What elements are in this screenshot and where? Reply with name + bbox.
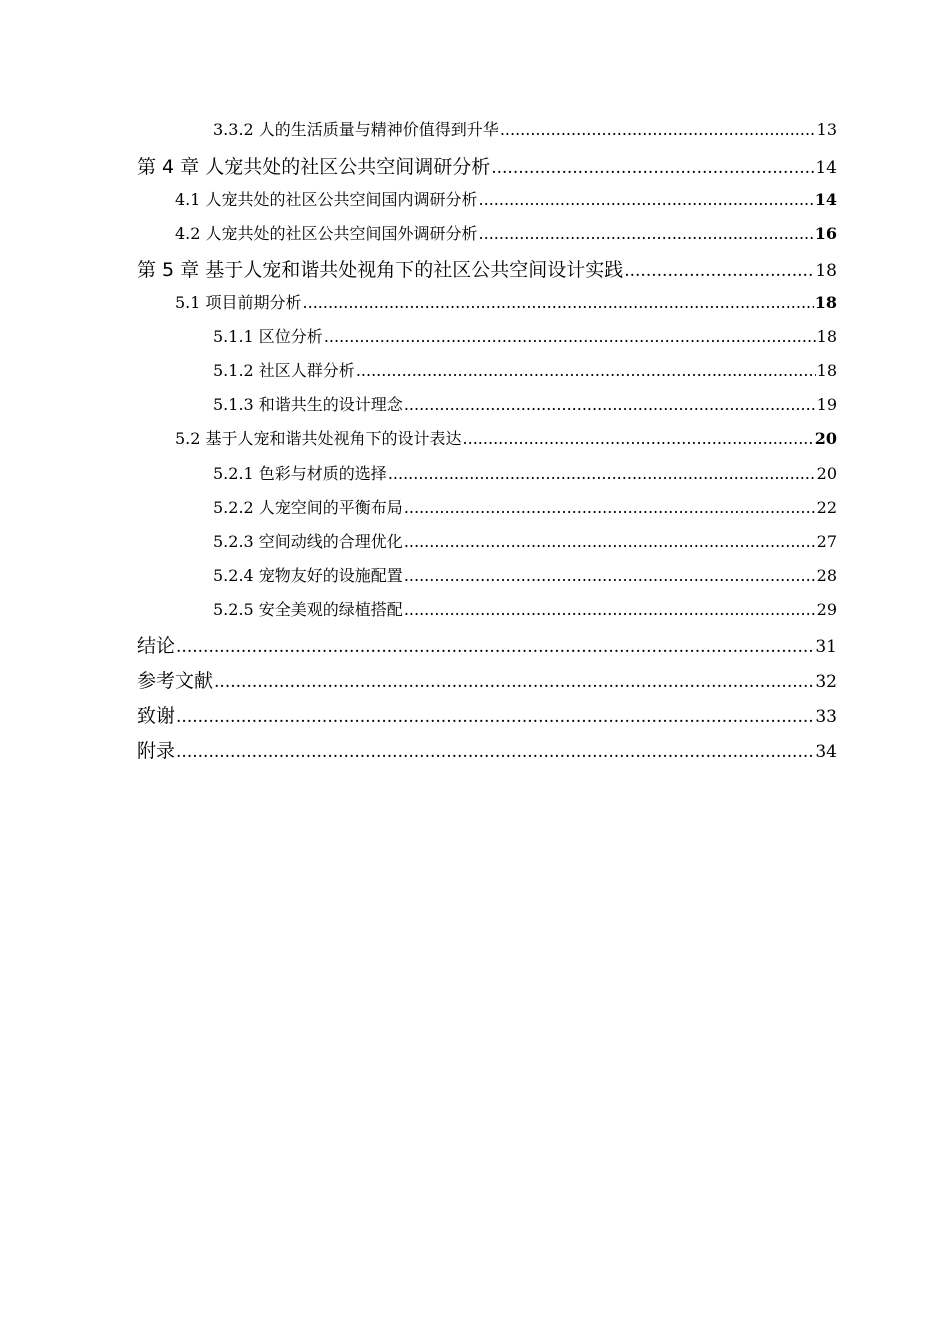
toc-entry-page: 13 (816, 120, 837, 139)
toc-entry[interactable] (0, 324, 837, 347)
toc-entry[interactable] (0, 736, 837, 763)
toc-entry-title: 4.2 人宠共处的社区公共空间国外调研分析 (175, 224, 478, 243)
toc-entry-title: 5.2.3 空间动线的合理优化 (213, 532, 403, 551)
toc-entry-title: 致谢 (137, 705, 176, 727)
toc-entry[interactable] (0, 563, 837, 586)
toc-entry-title: 4.1 人宠共处的社区公共空间国内调研分析 (175, 190, 478, 209)
dot-leader (214, 672, 814, 692)
toc-entry[interactable] (0, 461, 837, 484)
toc-entry[interactable] (0, 529, 837, 552)
dot-leader (491, 158, 814, 178)
toc-entry-page: 20 (816, 464, 837, 483)
dot-leader (624, 261, 814, 281)
dot-leader (324, 327, 816, 346)
toc-entry-page: 18 (814, 293, 837, 312)
toc-entry-title: 5.1.1 区位分析 (213, 327, 323, 346)
toc-entry-title: 结论 (137, 635, 176, 657)
toc-entry-page: 33 (815, 707, 837, 727)
toc-entry-title: 5.2.2 人宠空间的平衡布局 (213, 498, 403, 517)
toc-entry-page: 32 (815, 672, 837, 692)
toc-entry-page: 16 (814, 224, 837, 243)
toc-entry[interactable] (0, 187, 837, 210)
toc-entry-title: 5.2.5 安全美观的绿植搭配 (213, 600, 403, 619)
toc-entry[interactable] (0, 255, 837, 282)
toc-entry-title: 5.1 项目前期分析 (175, 293, 302, 312)
toc-entry-page: 31 (815, 637, 837, 657)
toc-entry-page: 28 (816, 566, 837, 585)
dot-leader (303, 293, 814, 312)
toc-entry[interactable] (0, 392, 837, 415)
toc-entry[interactable] (0, 495, 837, 518)
dot-leader (404, 566, 816, 585)
dot-leader (404, 498, 816, 517)
toc-entry-page: 22 (816, 498, 837, 517)
dot-leader (479, 224, 814, 243)
toc-entry[interactable] (0, 597, 837, 620)
toc-entry-page: 29 (816, 600, 837, 619)
toc-entry-title: 3.3.2 人的生活质量与精神价值得到升华 (213, 120, 499, 139)
dot-leader (176, 637, 814, 657)
toc-entry-page: 18 (815, 261, 837, 281)
toc-entry[interactable] (0, 666, 837, 693)
toc-entry-title: 附录 (137, 740, 176, 762)
dot-leader (479, 190, 814, 209)
dot-leader (463, 429, 814, 448)
toc-entry-page: 20 (814, 429, 837, 448)
toc-entry[interactable] (0, 426, 837, 449)
toc-entry-page: 18 (816, 361, 837, 380)
toc-entry-title: 第 4 章 人宠共处的社区公共空间调研分析 (137, 156, 491, 178)
toc-entry[interactable] (0, 152, 837, 179)
dot-leader (356, 361, 816, 380)
toc-entry-page: 14 (815, 158, 837, 178)
toc-entry[interactable] (0, 290, 837, 313)
toc-entry-page: 34 (815, 742, 837, 762)
dot-leader (404, 532, 816, 551)
toc-entry-title: 5.1.2 社区人群分析 (213, 361, 355, 380)
toc-entry-page: 19 (816, 395, 837, 414)
toc-entry-page: 18 (816, 327, 837, 346)
toc-entry[interactable] (0, 117, 837, 140)
toc-entry-title: 5.2.1 色彩与材质的选择 (213, 464, 387, 483)
toc-entry-title: 5.2 基于人宠和谐共处视角下的设计表达 (175, 429, 462, 448)
dot-leader (404, 395, 816, 414)
toc-entry-title: 5.1.3 和谐共生的设计理念 (213, 395, 403, 414)
dot-leader (176, 742, 814, 762)
toc-entry-page: 14 (814, 190, 837, 209)
dot-leader (176, 707, 814, 727)
toc-entry[interactable] (0, 221, 837, 244)
toc-entry-title: 参考文献 (137, 670, 214, 692)
dot-leader (404, 600, 816, 619)
dot-leader (388, 464, 816, 483)
dot-leader (500, 120, 816, 139)
toc-entry[interactable] (0, 701, 837, 728)
toc-entry-page: 27 (816, 532, 837, 551)
toc-entry-title: 第 5 章 基于人宠和谐共处视角下的社区公共空间设计实践 (137, 259, 624, 281)
toc-entry[interactable] (0, 358, 837, 381)
toc-entry[interactable] (0, 631, 837, 658)
toc-entry-title: 5.2.4 宠物友好的设施配置 (213, 566, 403, 585)
